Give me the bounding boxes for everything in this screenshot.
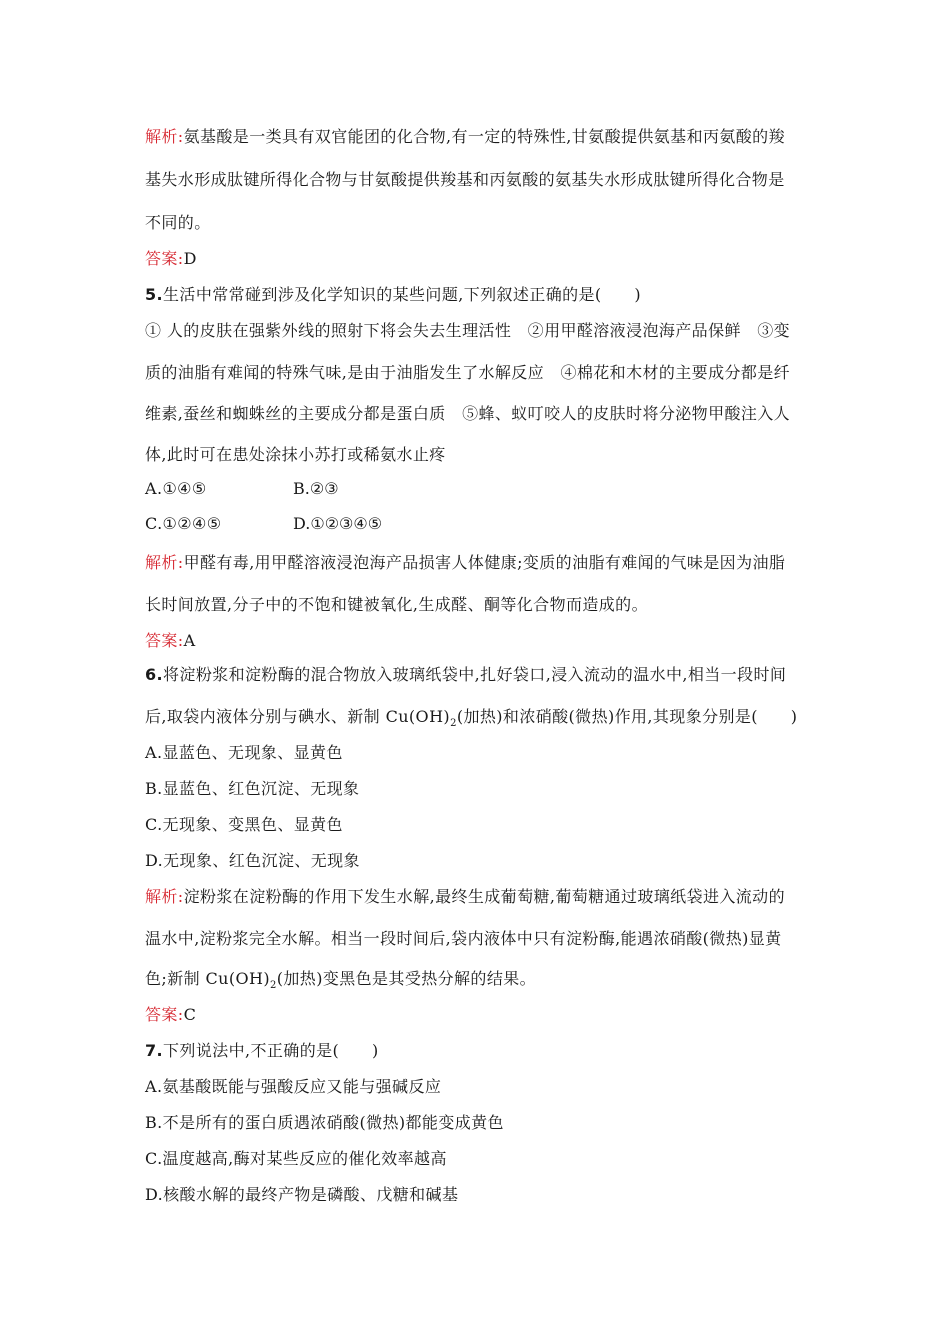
q5-option-b: B.②③ (293, 479, 339, 498)
q6-option-b: B.显蓝色、红色沉淀、无现象 (145, 779, 360, 798)
q6-answer-value: C (183, 1005, 197, 1024)
q5-statement-line-4: 体,此时可在患处涂抹小苏打或稀氨水止疼 (145, 445, 446, 464)
q5-answer (145, 628, 196, 651)
q4-analysis-line-2: 基失水形成肽键所得化合物与甘氨酸提供羧基和丙氨酸的氨基失水形成肽键所得化合物是 (145, 170, 785, 189)
q5-statement-line-2: 质的油脂有难闻的特殊气味,是由于油脂发生了水解反应 ④棉花和木材的主要成分都是纤 (145, 363, 791, 382)
q4-analysis-label: 解析: (145, 127, 184, 146)
q6-option-d: D.无现象、红色沉淀、无现象 (145, 851, 360, 870)
q6-analysis-line-2: 温水中,淀粉浆完全水解。相当一段时间后,袋内液体中只有淀粉酶,能遇浓硝酸(微热)显黄 (145, 929, 782, 948)
q5-analysis-label: 解析: (145, 553, 184, 572)
q6-stem-line-2: 后,取袋内液体分别与碘水、新制 $Cu(OH)_2$(加热)和浓硝酸(微热)作用,其现象分别是( ) (145, 707, 798, 730)
q5-option-d: D.①②③④⑤ (293, 514, 383, 533)
q5-answer-value: A (183, 631, 196, 650)
q7-option-a: A.氨基酸既能与强酸反应又能与强碱反应 (145, 1077, 442, 1096)
q6-number: 6. (145, 665, 164, 684)
q6-analysis-line-1: 解析:淀粉浆在淀粉酶的作用下发生水解,最终生成葡萄糖,葡萄糖通过玻璃纸袋进入流动的 (145, 887, 785, 906)
q4-analysis-line-1: 解析:氨基酸是一类具有双官能团的化合物,有一定的特殊性,甘氨酸提供氨基和丙氨酸的羧 (145, 127, 785, 146)
q4-answer-value: D (183, 249, 197, 268)
q6-analysis-line-3: 色;新制 $Cu(OH)_2$(加热)变黑色是其受热分解的结果。 (145, 969, 537, 992)
q5-statement-line-1: ① 人的皮肤在强紫外线的照射下将会失去生理活性 ②用甲醛溶液浸泡海产品保鲜 ③变 (145, 321, 791, 340)
q7-option-c: C.温度越高,酶对某些反应的催化效率越高 (145, 1149, 447, 1168)
q4-analysis-line-3: 不同的。 (145, 213, 211, 232)
q5-answer-label: 答案: (145, 631, 184, 650)
q7-number: 7. (145, 1041, 164, 1060)
q4-answer (145, 246, 197, 269)
q5-options-row-2 (145, 514, 222, 533)
q6-analysis-label: 解析: (145, 887, 184, 906)
q6-stem-line-1: 6.将淀粉浆和淀粉酶的混合物放入玻璃纸袋中,扎好袋口,浸入流动的温水中,相当一段时间 (145, 665, 787, 684)
q6-option-c: C.无现象、变黑色、显黄色 (145, 815, 343, 834)
q5-options-row-1 (145, 479, 207, 498)
q4-answer-label: 答案: (145, 249, 184, 268)
q6-answer-label: 答案: (145, 1005, 184, 1024)
q7-stem: 7.下列说法中,不正确的是( ) (145, 1041, 379, 1060)
q5-analysis-line-2: 长时间放置,分子中的不饱和键被氧化,生成醛、酮等化合物而造成的。 (145, 595, 648, 614)
q5-analysis-line-1: 解析:甲醛有毒,用甲醛溶液浸泡海产品损害人体健康;变质的油脂有难闻的气味是因为油脂 (145, 553, 786, 572)
q5-stem: 5.生活中常常碰到涉及化学知识的某些问题,下列叙述正确的是( ) (145, 285, 641, 304)
q5-option-a: A.①④⑤ (145, 479, 207, 498)
q7-option-b: B.不是所有的蛋白质遇浓硝酸(微热)都能变成黄色 (145, 1113, 504, 1132)
q7-option-d: D.核酸水解的最终产物是磷酸、戊糖和碱基 (145, 1185, 459, 1204)
q5-statement-line-3: 维素,蚕丝和蜘蛛丝的主要成分都是蛋白质 ⑤蜂、蚁叮咬人的皮肤时将分泌物甲酸注入人 (145, 404, 791, 423)
q5-number: 5. (145, 285, 164, 304)
q6-answer (145, 1002, 196, 1025)
q5-option-c: C.①②④⑤ (145, 514, 222, 533)
q6-option-a: A.显蓝色、无现象、显黄色 (145, 743, 343, 762)
